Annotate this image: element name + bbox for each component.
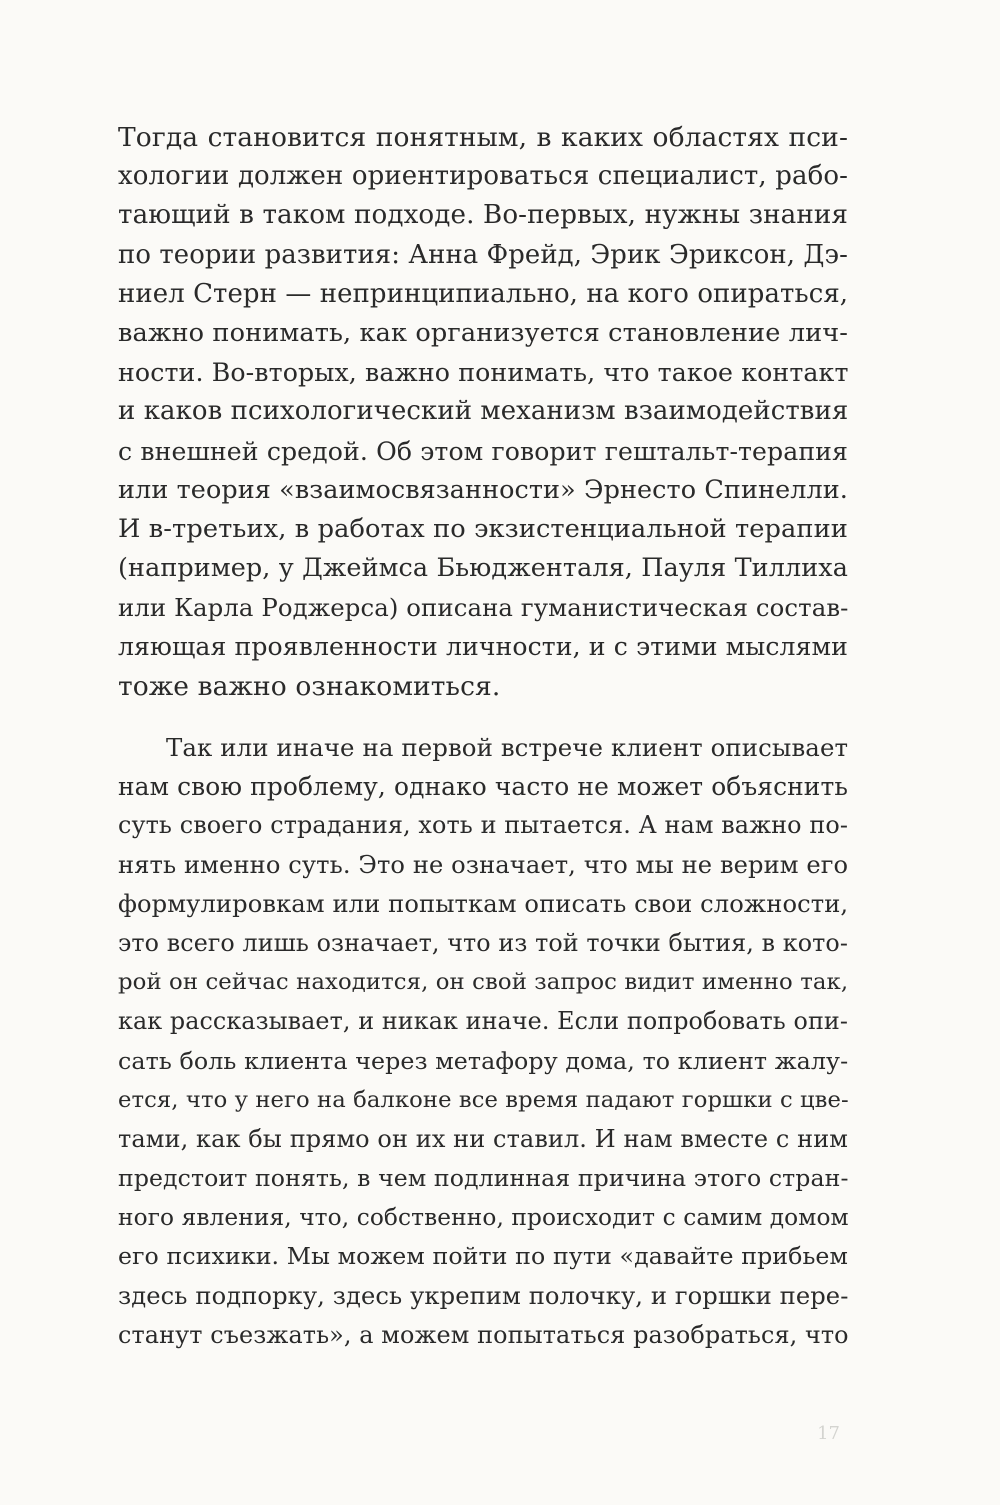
text-line: тающий в таком подходе. Во-первых, нужны знания — [118, 200, 848, 231]
text-line: это всего лишь означает, что из той точки бытия, в кото- — [118, 928, 848, 957]
page-number: 17 — [817, 1423, 840, 1444]
text-line: или Карла Роджерса) описана гуманистическая состав- — [118, 593, 849, 623]
text-line: тоже важно ознакомиться. — [118, 670, 501, 702]
text-line: рой он сейчас находится, он свой запрос видит именно так, — [118, 969, 849, 996]
text-line: хологии должен ориентироваться специалист, рабо- — [118, 161, 848, 192]
paragraph-2 — [118, 728, 848, 1355]
text-line: сать боль клиента через метафору дома, то клиент жалу- — [118, 1046, 849, 1075]
text-line: его психики. Мы можем пойти по пути «давайте прибьем — [118, 1242, 848, 1271]
paragraph-1 — [118, 118, 848, 706]
text-line: как рассказывает, и никак иначе. Если попробовать опи- — [118, 1007, 848, 1036]
text-line: ного явления, что, собственно, происходит с самим домом — [118, 1204, 849, 1232]
text-line: тами, как бы прямо он их ни ставил. И нам вместе с ним — [118, 1124, 849, 1153]
text-line: и каков психологический механизм взаимодействия — [118, 396, 849, 427]
text-line: или теория «взаимосвязанности» Эрнесто Спинелли. — [118, 474, 848, 505]
text-line: суть своего страдания, хоть и пытается. А нам важно по- — [118, 811, 848, 840]
text-line: ности. Во-вторых, важно понимать, что такое контакт — [118, 358, 849, 388]
text-line: с внешней средой. Об этом говорит гештальт-терапия — [118, 436, 848, 466]
text-line: по теории развития: Анна Фрейд, Эрик Эриксон, Дэ- — [118, 239, 848, 270]
text-line: здесь подпорку, здесь укрепим полочку, и горшки пере- — [118, 1281, 849, 1310]
text-line: Тогда становится понятным, в каких областях пси- — [118, 122, 848, 153]
text-line: нять именно суть. Это не означает, что мы не верим его — [118, 850, 849, 879]
text-line: ниел Стерн — непринципиально, на кого опираться, — [118, 278, 849, 309]
text-line: И в-третьих, в работах по экзистенциальной терапии — [118, 513, 848, 544]
text-line: станут съезжать», а можем попытаться разобраться, что — [118, 1320, 849, 1349]
text-line: нам свою проблему, однако часто не может объяснить — [118, 772, 848, 802]
text-line: Так или иначе на первой встрече клиент описывает — [166, 733, 849, 762]
text-line: ется, что у него на балконе все время падают горшки с цве- — [118, 1086, 849, 1113]
text-line: (например, у Джеймса Бьюдженталя, Пауля Тиллиха — [118, 553, 848, 584]
text-line: ляющая проявленности личности, и с этими мыслями — [118, 632, 848, 662]
text-line: предстоит понять, в чем подлинная причина этого стран- — [118, 1164, 849, 1193]
text-line: важно понимать, как организуется становление лич- — [118, 317, 848, 348]
text-line: формулировкам или попыткам описать свои сложности, — [118, 889, 849, 918]
